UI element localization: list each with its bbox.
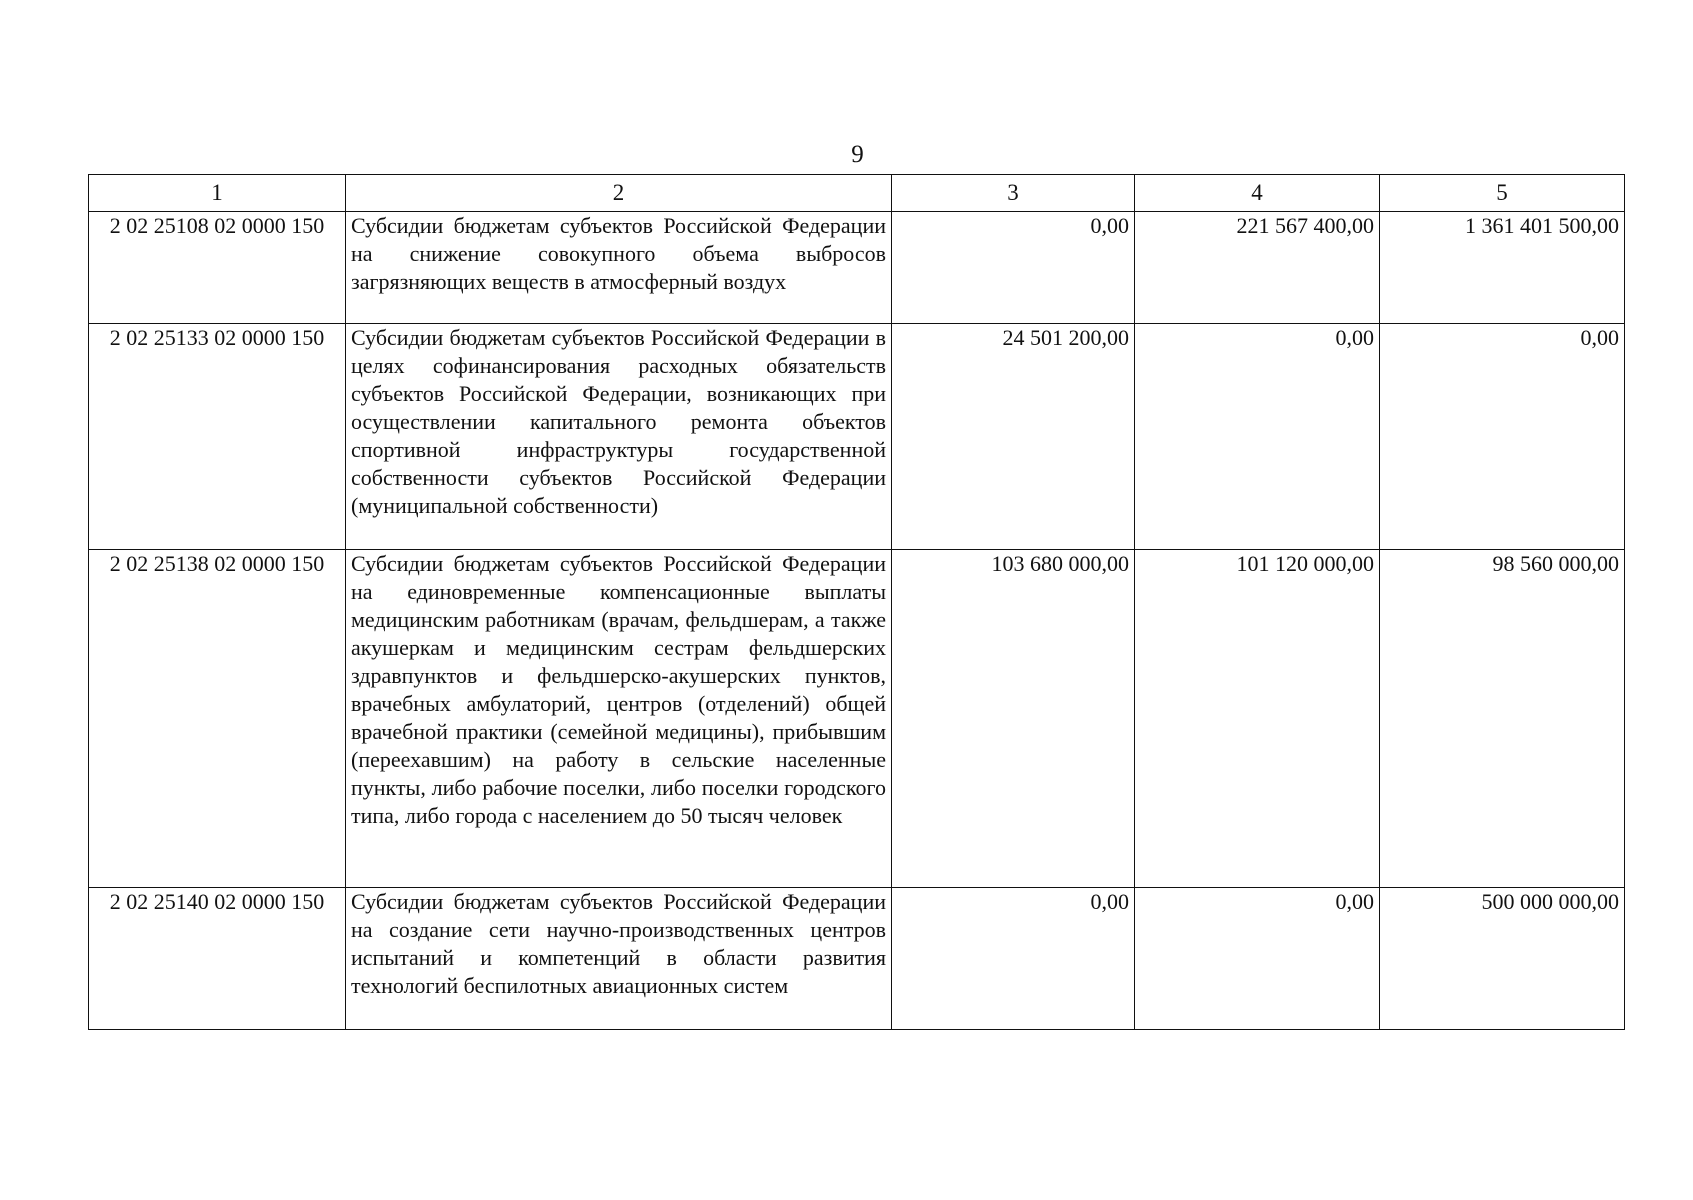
column-header-3: 3 xyxy=(892,175,1135,212)
table-row xyxy=(89,550,1625,888)
row-value-col3: 103 680 000,00 xyxy=(892,550,1135,888)
row-description: Субсидии бюджетам субъектов Российской Федерации в целях софинансирования расходных обязательств субъектов Российской Федерации, возникающих при осуществлении капитального ремонта объектов спортивной инфраструктуры государственной собственности субъектов Российской Федерации (муниципальной собственности) xyxy=(346,324,892,550)
row-description: Субсидии бюджетам субъектов Российской Федерации на снижение совокупного объема выбросов загрязняющих веществ в атмосферный воздух xyxy=(346,212,892,324)
budget-table xyxy=(88,174,1625,1030)
row-value-col3: 24 501 200,00 xyxy=(892,324,1135,550)
row-value-col5: 500 000 000,00 xyxy=(1380,888,1625,1030)
column-header-4: 4 xyxy=(1135,175,1380,212)
column-header-5: 5 xyxy=(1380,175,1625,212)
header-row xyxy=(89,175,1625,212)
row-value-col4: 0,00 xyxy=(1135,324,1380,550)
row-value-col4: 221 567 400,00 xyxy=(1135,212,1380,324)
row-code: 2 02 25108 02 0000 150 xyxy=(89,212,346,324)
row-value-col3: 0,00 xyxy=(892,888,1135,1030)
row-description: Субсидии бюджетам субъектов Российской Федерации на единовременные компенсационные выплаты медицинским работникам (врачам, фельдшерам, а также акушеркам и медицинским сестрам фельдшерских здравпунктов и фельдшерско-акушерских пунктов, врачебных амбулаторий, центров (отделений) общей врачебной практики (семейной медицины), прибывшим (переехавшим) на работу в сельские населенные пункты, либо рабочие поселки, либо поселки городского типа, либо города с населением до 50 тысяч человек xyxy=(346,550,892,888)
row-value-col5: 0,00 xyxy=(1380,324,1625,550)
row-code: 2 02 25140 02 0000 150 xyxy=(89,888,346,1030)
row-code: 2 02 25133 02 0000 150 xyxy=(89,324,346,550)
row-description: Субсидии бюджетам субъектов Российской Федерации на создание сети научно-производственных центров испытаний и компетенций в области развития технологий беспилотных авиационных систем xyxy=(346,888,892,1030)
column-header-2: 2 xyxy=(346,175,892,212)
row-code: 2 02 25138 02 0000 150 xyxy=(89,550,346,888)
table-row xyxy=(89,324,1625,550)
row-value-col5: 98 560 000,00 xyxy=(1380,550,1625,888)
table-row xyxy=(89,212,1625,324)
row-value-col4: 0,00 xyxy=(1135,888,1380,1030)
row-value-col3: 0,00 xyxy=(892,212,1135,324)
column-header-1: 1 xyxy=(89,175,346,212)
row-value-col4: 101 120 000,00 xyxy=(1135,550,1380,888)
table-row xyxy=(89,888,1625,1030)
page-number: 9 xyxy=(851,141,864,168)
row-value-col5: 1 361 401 500,00 xyxy=(1380,212,1625,324)
